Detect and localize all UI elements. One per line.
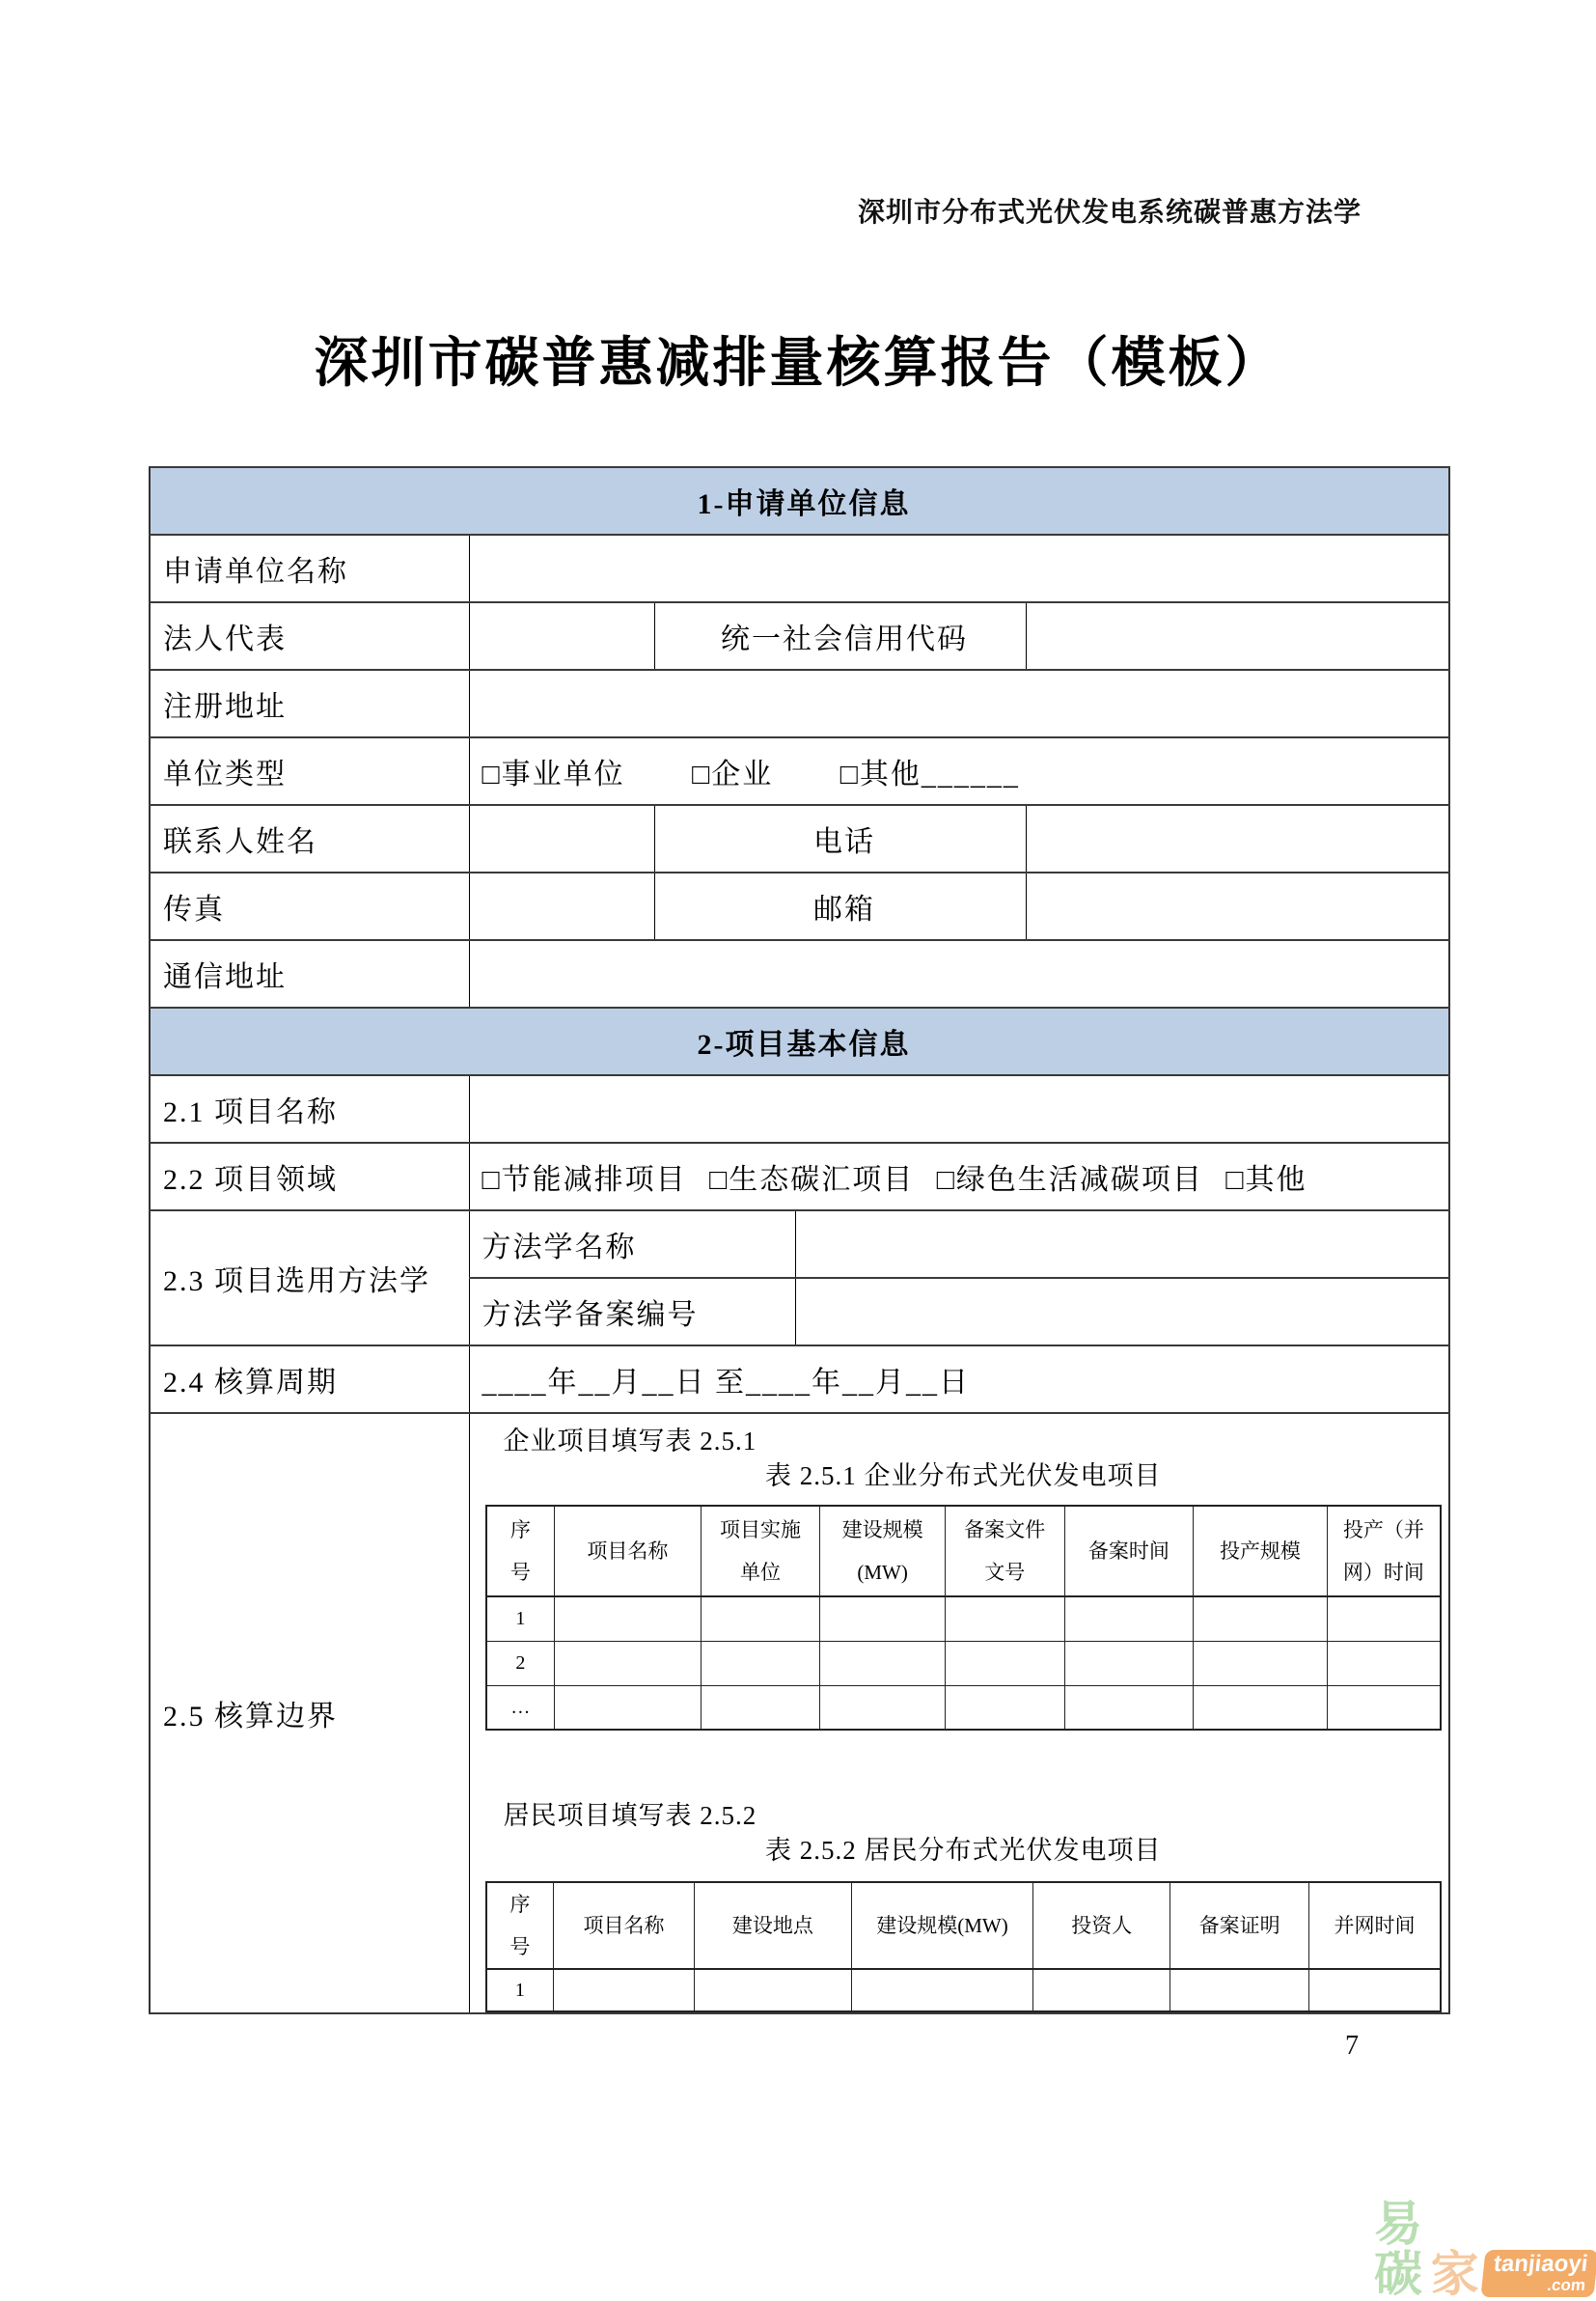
enterprise-col-record-date: 备案时间: [1064, 1506, 1194, 1596]
project-name-row: [150, 1075, 1449, 1143]
accounting-period-value: ____年__月__日 至____年__月__日: [469, 1345, 1449, 1413]
project-field-option-eco-carbon-sink: □生态碳汇项目: [709, 1164, 915, 1196]
enterprise-col-grid-connection-date: 投产（并网）时间: [1327, 1506, 1441, 1596]
contact-name-value: [469, 805, 654, 873]
resident-col-record-certificate: 备案证明: [1170, 1882, 1308, 1969]
document-header-note: 深圳市分布式光伏发电系统碳普惠方法学: [857, 197, 1362, 227]
section1-title: 1-申请单位信息: [150, 467, 1449, 535]
resident-col-project-name: 项目名称: [554, 1882, 694, 1969]
methodology-code-value: [795, 1278, 1449, 1345]
methodology-name-value: [795, 1210, 1449, 1278]
enterprise-col-operation-scale: 投产规模: [1194, 1506, 1328, 1596]
resident-table-note: 居民项目填写表 2.5.2: [503, 1801, 757, 1830]
watermark-orange-text: 家: [1430, 2247, 1479, 2301]
boundary-spacer: [482, 1731, 1445, 1788]
project-field-row: [150, 1143, 1449, 1210]
enterprise-col-record-doc-number: 备案文件文号: [945, 1506, 1064, 1596]
resident-col-grid-connection-date: 并网时间: [1308, 1882, 1441, 1969]
contact-name-row: [150, 805, 1449, 873]
enterprise-col-construction-scale: 建设规模(MW): [820, 1506, 946, 1596]
enterprise-table-row-1: [486, 1596, 1442, 1641]
watermark-badge-line2: .com: [1546, 2276, 1586, 2294]
mailing-address-label: 通信地址: [150, 940, 469, 1008]
resident-row1-seq: 1: [486, 1969, 554, 2011]
fax-value: [469, 873, 654, 940]
email-label: 邮箱: [654, 873, 1026, 940]
watermark-green-text: 易碳: [1374, 2197, 1422, 2301]
enterprise-table-caption: 表 2.5.1 企业分布式光伏发电项目: [765, 1461, 1162, 1490]
enterprise-col-project-name: 项目名称: [555, 1506, 701, 1596]
resident-col-seq: 序号: [486, 1882, 554, 1969]
unit-type-option-institution: □事业单位: [482, 759, 625, 790]
registered-address-label: 注册地址: [150, 670, 469, 737]
section1-header-row: [150, 467, 1449, 535]
resident-table-caption: 表 2.5.2 居民分布式光伏发电项目: [765, 1836, 1162, 1865]
resident-col-construction-scale: 建设规模(MW): [851, 1882, 1032, 1969]
accounting-boundary-content: [469, 1413, 1449, 2013]
report-form-table: [149, 466, 1450, 2014]
watermark-badge-line1: tanjiaoyi: [1492, 2251, 1589, 2277]
page-title: 深圳市碳普惠减排量核算报告（模板）: [314, 334, 1282, 394]
project-field-option-green-life: □绿色生活减碳项目: [936, 1164, 1203, 1196]
email-value: [1026, 873, 1449, 940]
phone-value: [1026, 805, 1449, 873]
legal-representative-value: [469, 602, 654, 670]
mailing-address-row: [150, 940, 1449, 1008]
applicant-name-value: [469, 535, 1449, 602]
resident-projects-table: [485, 1881, 1443, 2012]
fax-row: [150, 873, 1449, 940]
project-field-options: [469, 1143, 1449, 1210]
unit-type-options: [469, 737, 1449, 805]
phone-label: 电话: [654, 805, 1026, 873]
enterprise-projects-table: [485, 1505, 1443, 1731]
enterprise-col-implementing-unit: 项目实施单位: [701, 1506, 820, 1596]
legal-representative-label: 法人代表: [150, 602, 469, 670]
tanjiaoyi-watermark-logo: [1374, 2199, 1596, 2299]
accounting-boundary-label: 2.5 核算边界: [150, 1413, 469, 2013]
unit-type-option-enterprise: □企业: [692, 759, 774, 790]
methodology-name-label: 方法学名称: [469, 1210, 795, 1278]
resident-table-header-row: [486, 1882, 1442, 1969]
resident-col-investor: 投资人: [1032, 1882, 1169, 1969]
project-name-value: [469, 1075, 1449, 1143]
section2-title: 2-项目基本信息: [150, 1008, 1449, 1075]
registered-address-value: [469, 670, 1449, 737]
credit-code-value: [1026, 602, 1449, 670]
registered-address-row: [150, 670, 1449, 737]
legal-representative-row: [150, 602, 1449, 670]
enterprise-row1-seq: 1: [486, 1596, 555, 1641]
applicant-name-label: 申请单位名称: [150, 535, 469, 602]
methodology-code-label: 方法学备案编号: [469, 1278, 795, 1345]
enterprise-table-header-row: [486, 1506, 1442, 1596]
page-number: 7: [1345, 2031, 1359, 2061]
accounting-period-row: [150, 1345, 1449, 1413]
accounting-period-label: 2.4 核算周期: [150, 1345, 469, 1413]
enterprise-row2-seq: 2: [486, 1641, 555, 1685]
unit-type-label: 单位类型: [150, 737, 469, 805]
enterprise-table-note: 企业项目填写表 2.5.1: [503, 1427, 757, 1455]
enterprise-table-row-ellipsis: [486, 1685, 1442, 1730]
project-name-label: 2.1 项目名称: [150, 1075, 469, 1143]
mailing-address-value: [469, 940, 1449, 1008]
resident-table-row-1: [486, 1969, 1442, 2011]
methodology-name-row: [150, 1210, 1449, 1278]
project-field-option-energy-saving: □节能减排项目: [482, 1164, 687, 1196]
enterprise-row3-seq: …: [486, 1685, 555, 1730]
unit-type-option-other: □其他______: [839, 759, 1020, 790]
contact-name-label: 联系人姓名: [150, 805, 469, 873]
enterprise-table-row-2: [486, 1641, 1442, 1685]
fax-label: 传真: [150, 873, 469, 940]
methodology-label: 2.3 项目选用方法学: [150, 1210, 469, 1345]
resident-col-construction-site: 建设地点: [694, 1882, 851, 1969]
watermark-badge: [1480, 2250, 1596, 2297]
credit-code-label: 统一社会信用代码: [654, 602, 1026, 670]
applicant-name-row: [150, 535, 1449, 602]
accounting-boundary-row: [150, 1413, 1449, 2013]
project-field-option-other: □其他: [1225, 1164, 1307, 1196]
enterprise-col-seq: 序号: [486, 1506, 555, 1596]
project-field-label: 2.2 项目领域: [150, 1143, 469, 1210]
section2-header-row: [150, 1008, 1449, 1075]
unit-type-row: [150, 737, 1449, 805]
